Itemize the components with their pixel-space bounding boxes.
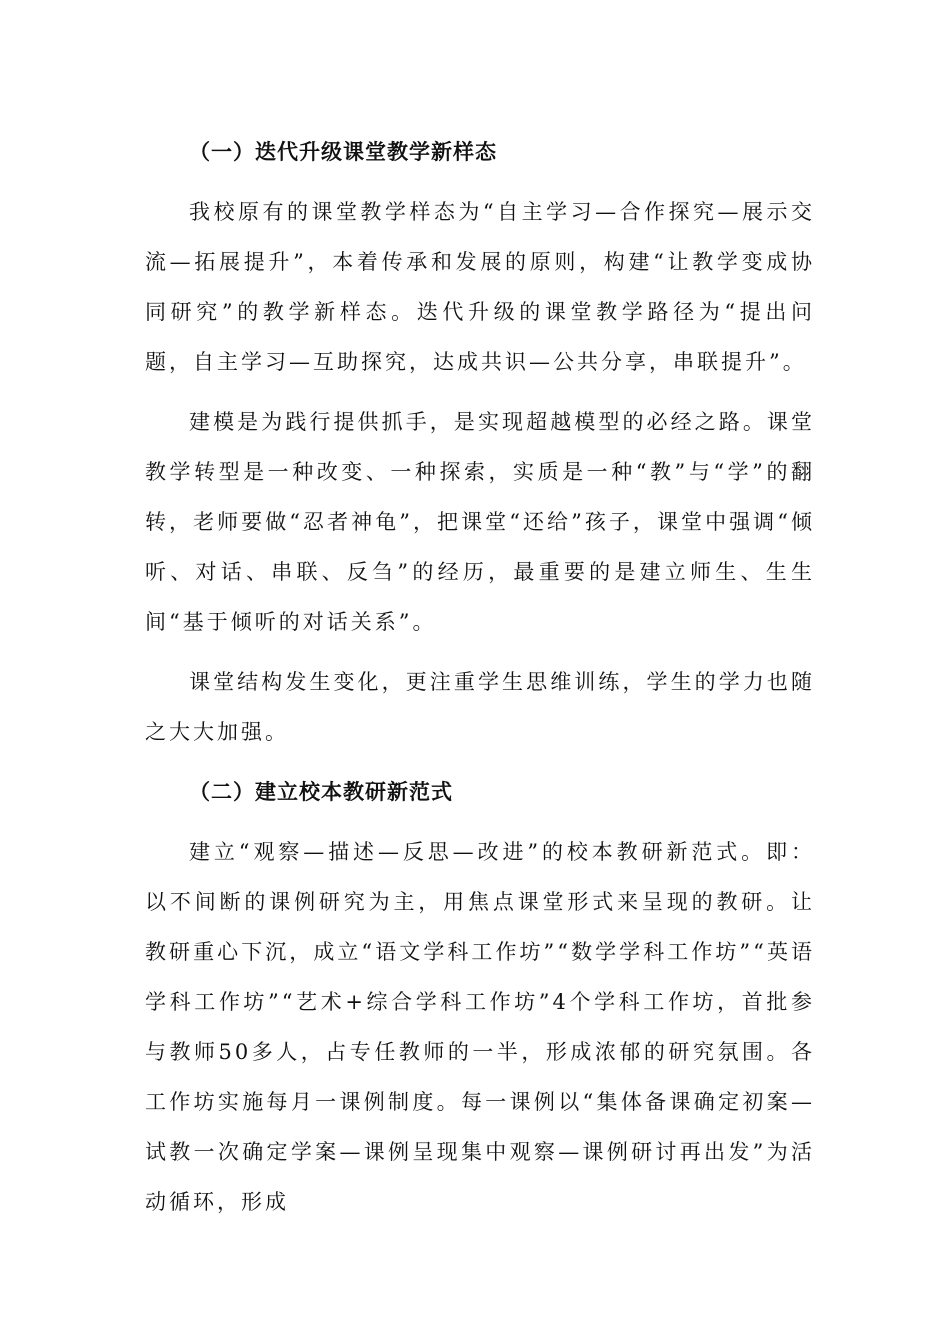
section-heading-2: （二）建立校本教研新范式 bbox=[189, 780, 453, 804]
paragraph: 课堂结构发生变化，更注重学生思维训练，学生的学力也随之大大加强。 bbox=[145, 670, 815, 744]
paragraph: 我校原有的课堂教学样态为“自主学习—合作探究—展示交流—拓展提升”，本着传承和发展的原则，构建“让教学变成协同研究”的教学新样态。迭代升级的课堂教学路径为“提出问题，自主学习—互助探究，达成共识—公共分享，串联提升”。 bbox=[145, 200, 815, 374]
paragraph: 建立“观察—描述—反思—改进”的校本教研新范式。即：以不间断的课例研究为主，用焦点课堂形式来呈现的教研。让教研重心下沉，成立“语文学科工作坊”“数学学科工作坊”“英语学科工作坊”“艺术+综合学科工作坊”4个学科工作坊，首批参与教师50多人，占专任教师的一半，形成浓郁的研究氛围。各工作坊实施每月一课例制度。每一课例以“集体备课确定初案—试教一次确定学案—课例呈现集中观察—课例研讨再出发”为活动循环，形成 bbox=[145, 840, 815, 1214]
document-body bbox=[145, 127, 815, 1227]
paragraph: 建模是为践行提供抓手，是实现超越模型的必经之路。课堂教学转型是一种改变、一种探索，实质是一种“教”与“学”的翻转，老师要做“忍者神龟”，把课堂“还给”孩子，课堂中强调“倾听、对话、串联、反刍”的经历，最重要的是建立师生、生生间“基于倾听的对话关系”。 bbox=[145, 410, 815, 634]
section-heading-1: （一）迭代升级课堂教学新样态 bbox=[189, 140, 497, 164]
